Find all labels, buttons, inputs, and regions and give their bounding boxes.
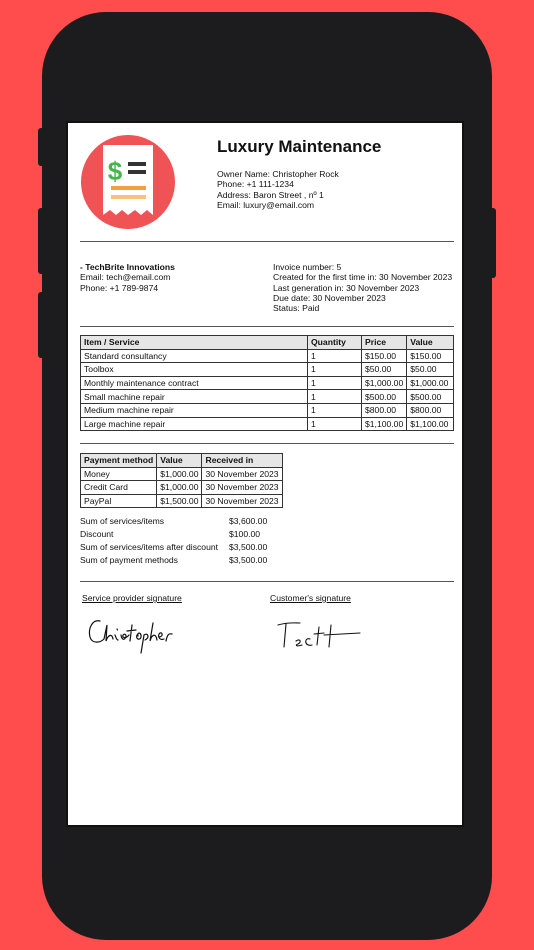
table-row xyxy=(81,390,454,404)
table-row xyxy=(81,467,283,481)
company-address: Address: Baron Street , nº 1 xyxy=(217,189,324,200)
item-value: $500.00 xyxy=(407,390,454,404)
divider xyxy=(80,241,454,242)
item-price: $800.00 xyxy=(362,403,407,417)
payment-method: Credit Card xyxy=(81,481,157,495)
item-name: Large machine repair xyxy=(81,417,308,431)
invoice-number: Invoice number: 5 xyxy=(273,262,342,272)
sum-label: Sum of services/items after discount xyxy=(80,542,219,552)
company-name: Luxury Maintenance xyxy=(217,137,382,156)
invoice-document xyxy=(66,121,464,827)
column-header: Value xyxy=(157,454,202,468)
item-quantity: 1 xyxy=(308,349,362,363)
table-row xyxy=(81,481,283,495)
phone-side-button xyxy=(38,128,44,166)
item-name: Monthly maintenance contract xyxy=(81,376,308,390)
item-price: $150.00 xyxy=(362,349,407,363)
client-email: Email: tech@email.com xyxy=(80,272,171,283)
company-email: Email: luxury@email.com xyxy=(217,199,315,210)
payment-received: 30 November 2023 xyxy=(202,494,282,508)
sum-row xyxy=(80,541,267,554)
table-row xyxy=(81,376,454,390)
invoice-details xyxy=(273,262,452,313)
invoice-created: Created for the first time in: 30 November 2023 xyxy=(273,272,453,283)
customer-signature-label: Customer's signature xyxy=(270,593,351,603)
items-table xyxy=(80,335,454,431)
sum-value: $100.00 xyxy=(229,529,261,539)
item-name: Standard consultancy xyxy=(81,349,308,363)
table-row xyxy=(81,403,454,417)
table-row xyxy=(81,417,454,431)
sum-label: Discount xyxy=(80,529,114,539)
company-phone: Phone: +1 111-1234 xyxy=(217,179,294,190)
payment-method: Money xyxy=(81,467,157,481)
item-value: $1,100.00 xyxy=(407,417,454,431)
provider-signature-label: Service provider signature xyxy=(82,593,182,603)
items-header-row xyxy=(81,336,454,350)
sum-value: $3,500.00 xyxy=(229,555,268,565)
item-price: $1,000.00 xyxy=(362,376,407,390)
sum-label: Sum of services/items xyxy=(80,516,165,526)
table-row xyxy=(81,494,283,508)
invoice-due-date: Due date: 30 November 2023 xyxy=(273,292,386,303)
client-details xyxy=(80,262,175,293)
column-header: Price xyxy=(362,336,407,350)
volume-up-button xyxy=(38,208,44,274)
item-quantity: 1 xyxy=(308,376,362,390)
company-details xyxy=(217,169,339,210)
customer-signature xyxy=(274,619,374,653)
payment-value: $1,500.00 xyxy=(157,494,202,508)
item-price: $500.00 xyxy=(362,390,407,404)
sum-row xyxy=(80,554,267,567)
payment-received: 30 November 2023 xyxy=(202,481,282,495)
item-quantity: 1 xyxy=(308,390,362,404)
divider xyxy=(80,326,454,327)
divider xyxy=(80,443,454,444)
item-quantity: 1 xyxy=(308,363,362,377)
item-value: $50.00 xyxy=(407,363,454,377)
column-header: Item / Service xyxy=(81,336,308,350)
client-name: - TechBrite Innovations xyxy=(80,262,175,272)
receipt-dollar-icon xyxy=(81,135,175,229)
table-row xyxy=(81,363,454,377)
invoice-status: Status: Paid xyxy=(273,303,320,314)
item-value: $800.00 xyxy=(407,403,454,417)
power-button xyxy=(490,208,496,278)
client-phone: Phone: +1 789-9874 xyxy=(80,282,159,293)
sum-value: $3,600.00 xyxy=(229,516,268,526)
sum-value: $3,500.00 xyxy=(229,542,268,552)
sum-label: Sum of payment methods xyxy=(80,555,178,565)
payment-received: 30 November 2023 xyxy=(202,467,282,481)
column-header: Received in xyxy=(202,454,282,468)
item-name: Toolbox xyxy=(81,363,308,377)
item-quantity: 1 xyxy=(308,417,362,431)
totals-summary xyxy=(80,515,267,567)
payments-table xyxy=(80,453,283,508)
payment-value: $1,000.00 xyxy=(157,481,202,495)
column-header: Value xyxy=(407,336,454,350)
item-quantity: 1 xyxy=(308,403,362,417)
owner-name: Owner Name: Christopher Rock xyxy=(217,169,339,179)
sum-row xyxy=(80,515,267,528)
svg-text:$: $ xyxy=(107,156,123,186)
volume-down-button xyxy=(38,292,44,358)
invoice-last-generation: Last generation in: 30 November 2023 xyxy=(273,282,420,293)
payment-value: $1,000.00 xyxy=(157,467,202,481)
item-value: $1,000.00 xyxy=(407,376,454,390)
item-name: Medium machine repair xyxy=(81,403,308,417)
item-name: Small machine repair xyxy=(81,390,308,404)
column-header: Payment method xyxy=(81,454,157,468)
payment-method: PayPal xyxy=(81,494,157,508)
column-header: Quantity xyxy=(308,336,362,350)
provider-signature xyxy=(86,613,206,659)
payments-header-row xyxy=(81,454,283,468)
sum-row xyxy=(80,528,267,541)
item-value: $150.00 xyxy=(407,349,454,363)
item-price: $1,100.00 xyxy=(362,417,407,431)
divider xyxy=(80,581,454,582)
table-row xyxy=(81,349,454,363)
item-price: $50.00 xyxy=(362,363,407,377)
